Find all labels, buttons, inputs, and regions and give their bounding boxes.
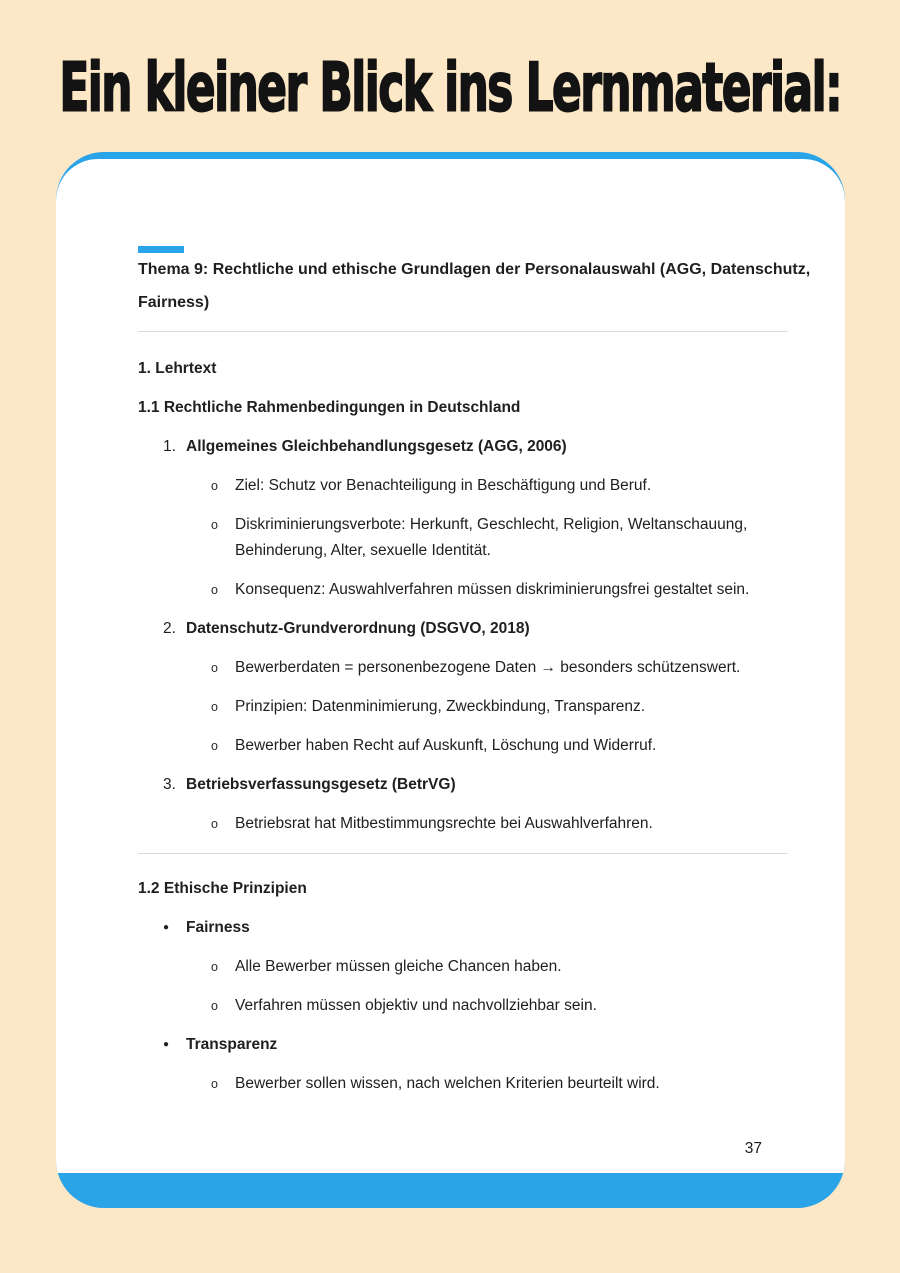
circle-bullet-icon: o — [211, 583, 218, 597]
sub-item-text: Bewerber sollen wissen, nach welchen Kriterien beurteilt wird. — [235, 1075, 660, 1092]
material-card — [56, 152, 845, 1208]
list-number: 3. — [163, 776, 176, 793]
list-number: 2. — [163, 620, 176, 637]
sub-item-text: Betriebsrat hat Mitbestimmungsrechte bei Auswahlverfahren. — [235, 815, 653, 832]
sub-list-item — [138, 473, 788, 499]
subsection-heading-1-2: 1.2 Ethische Prinzipien — [138, 880, 307, 897]
sub-list-item — [138, 954, 788, 980]
sub-list-item — [138, 694, 788, 720]
bullet-item-label: Transparenz — [186, 1036, 278, 1053]
sub-item-text: Konsequenz: Auswahlverfahren müssen diskriminierungsfrei gestaltet sein. — [235, 581, 750, 598]
circle-bullet-icon: o — [211, 700, 218, 714]
circle-bullet-icon: o — [211, 999, 218, 1013]
page-title-text: Ein kleiner Blick ins Lernmaterial: — [59, 50, 841, 128]
sub-item-text: Verfahren müssen objektiv und nachvollziehbar sein. — [235, 997, 597, 1014]
ordered-list-item — [138, 772, 788, 798]
sub-list-item — [138, 811, 788, 837]
circle-bullet-icon: o — [211, 479, 218, 493]
heading-accent-bar — [138, 246, 184, 253]
sub-item-text: Ziel: Schutz vor Benachteiligung in Beschäftigung und Beruf. — [235, 477, 652, 494]
subsection-heading-1-1: 1.1 Rechtliche Rahmenbedingungen in Deutschland — [138, 399, 521, 416]
sub-item-text: Diskriminierungsverbote: Herkunft, Geschlecht, Religion, Weltanschauung, Behinderung, Alter, sexuelle Identität. — [235, 516, 748, 559]
list-item-label: Datenschutz-Grundverordnung (DSGVO, 2018) — [186, 620, 530, 637]
section-heading-lehrtext: 1. Lehrtext — [138, 360, 217, 377]
ordered-list-item — [138, 434, 788, 460]
circle-bullet-icon: o — [211, 661, 218, 675]
page-title — [0, 50, 900, 128]
circle-bullet-icon: o — [211, 739, 218, 753]
disc-bullet-icon: ● — [163, 922, 170, 933]
disc-bullet-icon: ● — [163, 1039, 170, 1050]
bullet-item-label: Fairness — [186, 919, 250, 936]
circle-bullet-icon: o — [211, 817, 218, 831]
sub-list-item — [138, 577, 788, 603]
bullet-list-item — [138, 915, 788, 941]
list-item-label: Allgemeines Gleichbehandlungsgesetz (AGG, 2006) — [186, 438, 567, 455]
sub-item-text: Prinzipien: Datenminimierung, Zweckbindung, Transparenz. — [235, 698, 646, 715]
sub-list-item — [138, 1071, 788, 1097]
circle-bullet-icon: o — [211, 518, 218, 532]
topic-heading: Thema 9: Rechtliche und ethische Grundlagen der Personalauswahl (AGG, Datenschutz, Fairness) — [138, 261, 811, 311]
page-number: 37 — [744, 1140, 762, 1157]
document-page — [56, 159, 845, 1173]
sub-list-item — [138, 655, 788, 681]
circle-bullet-icon: o — [211, 960, 218, 974]
sub-list-item — [138, 733, 788, 759]
list-item-label: Betriebsverfassungsgesetz (BetrVG) — [186, 776, 456, 793]
sub-item-text: Alle Bewerber müssen gleiche Chancen haben. — [235, 958, 562, 975]
sub-list-item — [138, 512, 788, 564]
list-number: 1. — [163, 438, 176, 455]
bullet-list-item — [138, 1032, 788, 1058]
divider-middle — [138, 853, 788, 854]
divider-top — [138, 331, 788, 332]
ordered-list-item — [138, 616, 788, 642]
circle-bullet-icon: o — [211, 1077, 218, 1091]
sub-list-item — [138, 993, 788, 1019]
sub-item-text: Bewerber haben Recht auf Auskunft, Löschung und Widerruf. — [235, 737, 657, 754]
sub-item-text: Bewerberdaten = personenbezogene Daten → besonders schützenswert. — [235, 659, 741, 676]
document-content — [56, 159, 845, 1097]
